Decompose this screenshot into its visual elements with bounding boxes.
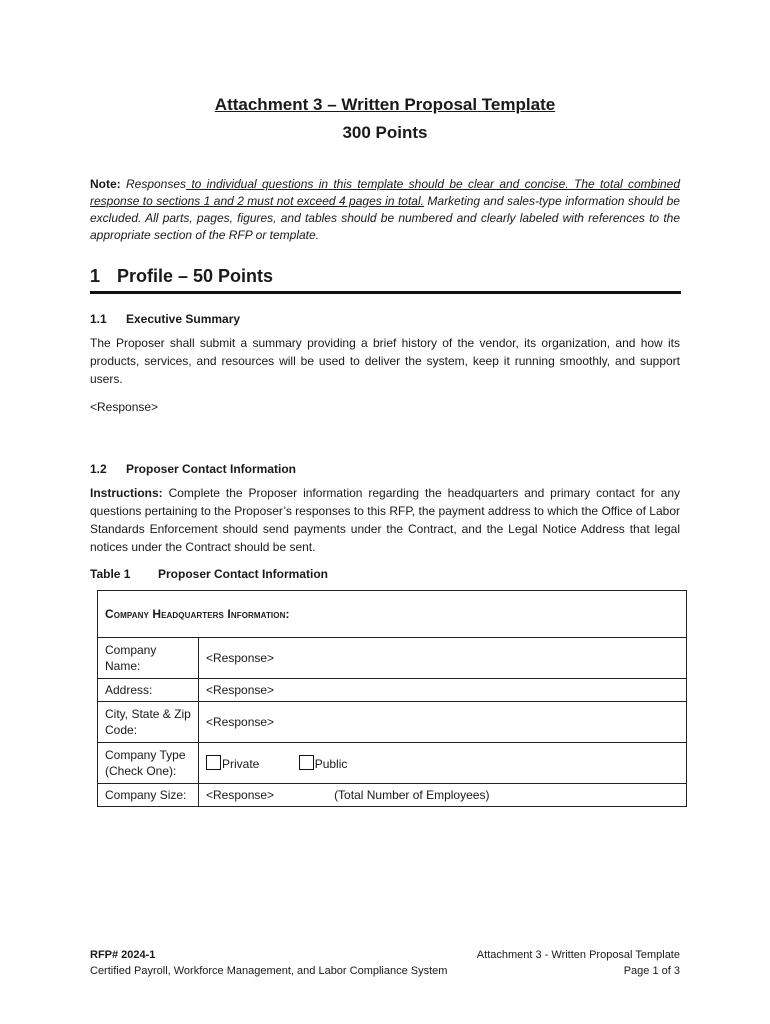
company-name-label: Company Name:	[98, 638, 199, 679]
table-row	[98, 679, 687, 702]
subsection-1-1-title: Executive Summary	[126, 312, 241, 326]
subsection-1-2-heading	[90, 462, 296, 476]
table-1-caption	[90, 567, 328, 581]
private-checkbox[interactable]	[206, 755, 221, 770]
table-header: Company Headquarters Information:	[98, 591, 687, 638]
subsection-1-2-title: Proposer Contact Information	[126, 462, 297, 476]
company-name-response[interactable]: <Response>	[199, 638, 687, 679]
footer-rfp-number: RFP# 2024-1	[90, 949, 156, 961]
company-type-options	[199, 743, 687, 784]
instructions-label: Instructions:	[90, 486, 163, 500]
city-state-zip-label: City, State & Zip Code:	[98, 702, 199, 743]
table-row	[98, 638, 687, 679]
table-row	[98, 784, 687, 807]
footer-page-number: Page 1 of 3	[623, 965, 680, 977]
executive-summary-body: The Proposer shall submit a summary providing a brief history of the vendor, its organization, and how its products, services, and resources will be used to deliver the system, keep it running smoothly, and support users.	[90, 336, 680, 386]
table-row	[98, 743, 687, 784]
private-option-label: Private	[222, 756, 260, 771]
address-response[interactable]: <Response>	[199, 679, 687, 702]
instructions-text: Complete the Proposer information regarding the headquarters and primary contact for any questions pertaining to the Proposer’s responses to this RFP, the payment address to which the Office of Labor Standards Enforcement should send payments under the Contract, and the Legal Notice Address that legal notices under the Contract should be sent.	[90, 486, 680, 554]
city-state-zip-response[interactable]: <Response>	[199, 702, 687, 743]
footer-left	[90, 947, 447, 979]
note-paragraph	[90, 176, 680, 244]
proposer-contact-table	[97, 590, 687, 807]
document-subtitle: 300 Points	[342, 123, 428, 142]
company-size-cell	[199, 784, 687, 807]
table-1-title: Proposer Contact Information	[158, 567, 329, 581]
executive-summary-response[interactable]: <Response>	[90, 400, 159, 414]
company-size-response[interactable]: <Response>	[206, 788, 275, 802]
company-size-label: Company Size:	[98, 784, 199, 807]
note-label: Note:	[90, 177, 121, 191]
public-checkbox[interactable]	[299, 755, 314, 770]
footer-document-name: Attachment 3 - Written Proposal Template	[476, 949, 680, 961]
subsection-1-1-heading	[90, 312, 240, 326]
table-header-row	[98, 591, 687, 638]
public-option-label: Public	[314, 756, 348, 771]
subsection-1-2-number: 1.2	[90, 462, 107, 476]
section-1-number: 1	[90, 266, 101, 286]
company-size-note: (Total Number of Employees)	[334, 788, 490, 802]
document-title: Attachment 3 – Written Proposal Template	[214, 95, 556, 114]
table-row	[98, 702, 687, 743]
footer-system-name: Certified Payroll, Workforce Management, and Labor Compliance System	[90, 965, 448, 977]
note-text-underlined: to individual questions in this template should be clear and concise. The total combined response to sections 1 and 2 must not exceed 4 pages in total.	[90, 177, 681, 208]
footer-right	[477, 947, 680, 979]
subsection-1-1-number: 1.1	[90, 312, 107, 326]
section-1-title: Profile – 50 Points	[117, 266, 274, 286]
company-type-label: Company Type (Check One):	[98, 743, 199, 784]
note-text-2: Marketing and sales-type information should be excluded. All parts, pages, figures, and tables should be numbered and clearly labeled with references to the appropriate section of the RFP or template.	[90, 194, 680, 242]
section-1-heading	[90, 266, 681, 294]
address-label: Address:	[98, 679, 199, 702]
instructions-paragraph	[90, 484, 680, 556]
table-1-number: Table 1	[90, 567, 131, 581]
note-text-1: Responses	[120, 177, 187, 191]
